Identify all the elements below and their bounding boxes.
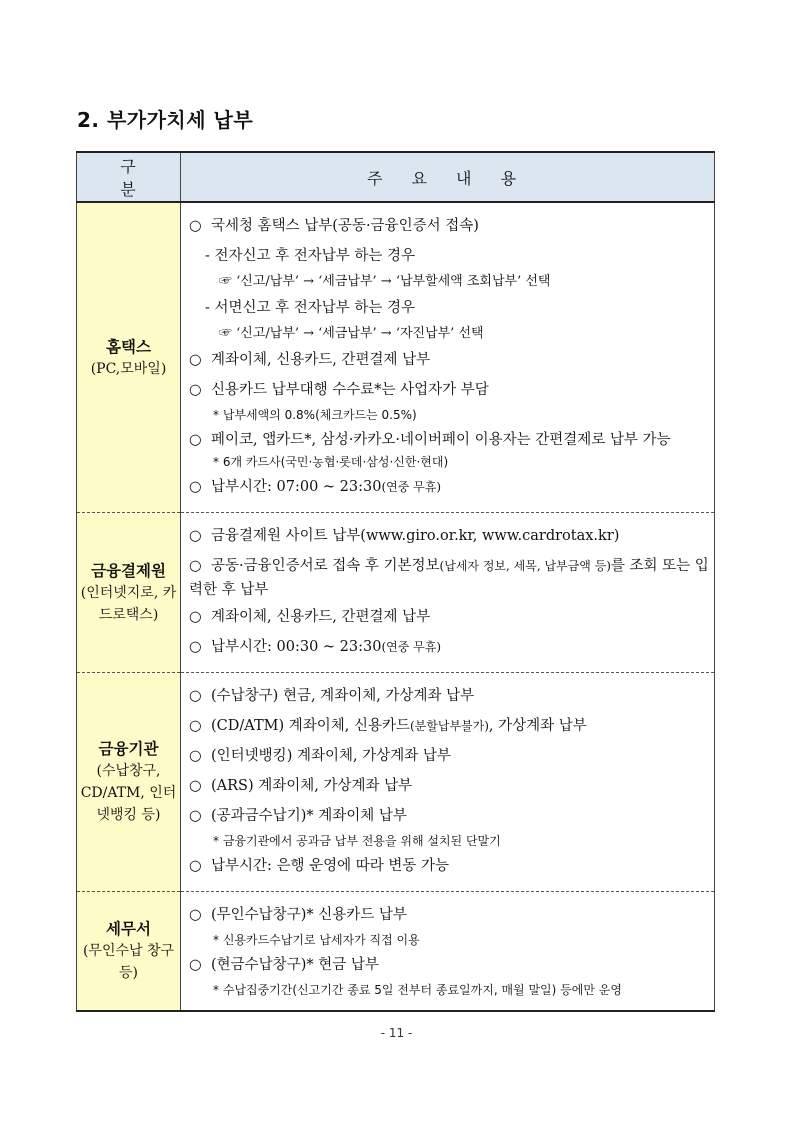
note-text: * 금융기관에서 공과금 납부 전용을 위해 설치된 단말기 bbox=[213, 834, 501, 848]
item-text: 신용카드 납부대행 수수료*는 사업자가 부담 bbox=[211, 382, 489, 398]
bullet-item bbox=[189, 851, 710, 881]
item-text-continued: , 가상계좌 납부 bbox=[488, 718, 587, 734]
bullet-item bbox=[189, 472, 710, 502]
table-row bbox=[77, 202, 715, 513]
circle-bullet-icon: ○ bbox=[189, 907, 202, 923]
table-row bbox=[77, 513, 715, 673]
page-number: - 11 - bbox=[380, 1026, 413, 1040]
item-text: (현금수납창구)* 현금 납부 bbox=[211, 957, 379, 973]
circle-bullet-icon: ○ bbox=[189, 688, 202, 704]
item-text: (공과금수납기)* 계좌이체 납부 bbox=[211, 808, 407, 824]
category-subtitle: (수납창구, CD/ATM, 인터넷뱅킹 등) bbox=[80, 763, 177, 823]
pointer-item bbox=[189, 323, 710, 345]
circle-bullet-icon: ○ bbox=[189, 748, 202, 764]
dash-item bbox=[189, 293, 710, 323]
footnote bbox=[189, 980, 710, 1000]
category-name: 세무서 bbox=[106, 920, 151, 938]
note-text: * 납부세액의 0.8%(체크카드는 0.5%) bbox=[213, 408, 417, 422]
section-title: 2. 부가가치세 납부 bbox=[77, 108, 254, 132]
circle-bullet-icon: ○ bbox=[189, 432, 202, 448]
bullet-item bbox=[189, 602, 710, 632]
bullet-item bbox=[189, 632, 710, 662]
circle-bullet-icon: ○ bbox=[189, 609, 202, 625]
item-small-text: (연중 무휴) bbox=[381, 480, 442, 494]
category-cell bbox=[77, 892, 181, 1012]
category-name: 금융결제원 bbox=[91, 561, 166, 580]
item-text: (무인수납창구)* 신용카드 납부 bbox=[211, 907, 407, 923]
content-cell bbox=[181, 513, 715, 673]
item-text-continued: 를 조회 또는 입력한 후 납부 bbox=[189, 558, 709, 598]
footnote bbox=[189, 405, 710, 425]
bullet-item bbox=[189, 345, 710, 375]
item-text: 납부시간: 07:00 ~ 23:30 bbox=[211, 479, 382, 495]
content-cell bbox=[181, 673, 715, 892]
item-text: 페이코, 앱카드*, 삼성·카카오·네이버페이 이용자는 간편결제로 납부 가능 bbox=[211, 432, 671, 448]
bullet-item bbox=[189, 950, 710, 980]
circle-bullet-icon: ○ bbox=[189, 639, 202, 655]
category-subtitle: (PC,모바일) bbox=[90, 360, 167, 377]
item-text: - 서면신고 후 전자납부 하는 경우 bbox=[205, 300, 416, 316]
category-cell bbox=[77, 513, 181, 673]
bullet-item bbox=[189, 551, 710, 602]
circle-bullet-icon: ○ bbox=[189, 808, 202, 824]
item-text: (ARS) 계좌이체, 가상계좌 납부 bbox=[211, 778, 413, 794]
note-text: * 신용카드수납기로 납세자가 직접 이용 bbox=[213, 933, 420, 947]
dash-item bbox=[189, 241, 710, 271]
bullet-item bbox=[189, 741, 710, 771]
footnote bbox=[189, 930, 710, 950]
pointer-item bbox=[189, 271, 710, 293]
bullet-item bbox=[189, 801, 710, 831]
circle-bullet-icon: ○ bbox=[189, 479, 202, 495]
header-content: 주 요 내 용 bbox=[181, 152, 715, 202]
header-category: 구 분 bbox=[77, 152, 181, 202]
item-text: 납부시간: 00:30 ~ 23:30 bbox=[211, 639, 382, 655]
note-text: * 수납집중기간(신고기간 종료 5일 전부터 종료일까지, 매월 말일) 등에만 운영 bbox=[213, 983, 622, 997]
bullet-item bbox=[189, 711, 710, 741]
note-text: * 6개 카드사(국민·농협·롯데·삼성·신한·현대) bbox=[213, 455, 449, 469]
category-name: 홈택스 bbox=[106, 337, 151, 356]
bullet-item bbox=[189, 681, 710, 711]
bullet-item bbox=[189, 211, 710, 241]
item-text: ☞ ‘신고/납부’ → ‘세금납부’ → ‘자진납부’ 선택 bbox=[219, 326, 484, 341]
item-small-text: (납세자 정보, 세목, 납부금액 등) bbox=[439, 559, 611, 573]
circle-bullet-icon: ○ bbox=[189, 718, 202, 734]
item-text: ☞ ‘신고/납부’ → ‘세금납부’ → ‘납부할세액 조회납부’ 선택 bbox=[219, 274, 551, 289]
circle-bullet-icon: ○ bbox=[189, 352, 202, 368]
item-small-text: (연중 무휴) bbox=[381, 640, 442, 654]
circle-bullet-icon: ○ bbox=[189, 778, 202, 794]
item-text: 납부시간: 은행 운영에 따라 변동 가능 bbox=[211, 858, 450, 874]
item-text: 계좌이체, 신용카드, 간편결제 납부 bbox=[211, 609, 431, 625]
content-cell bbox=[181, 202, 715, 513]
category-subtitle: (무인수납 창구 등) bbox=[82, 943, 175, 981]
footnote bbox=[189, 831, 710, 851]
item-text: 계좌이체, 신용카드, 간편결제 납부 bbox=[211, 352, 431, 368]
item-text: 금융결제원 사이트 납부(www.giro.or.kr, www.cardrotax.kr) bbox=[211, 528, 620, 544]
content-cell bbox=[181, 892, 715, 1012]
item-text: 국세청 홈택스 납부(공동·금융인증서 접속) bbox=[211, 218, 479, 234]
item-small-text: (분할납부불가) bbox=[410, 719, 489, 733]
footnote bbox=[189, 452, 710, 472]
category-cell bbox=[77, 202, 181, 513]
item-text: (인터넷뱅킹) 계좌이체, 가상계좌 납부 bbox=[211, 748, 451, 764]
table-row bbox=[77, 892, 715, 1012]
payment-methods-table bbox=[76, 151, 715, 1012]
table-row bbox=[77, 673, 715, 892]
item-text: 공동·금융인증서로 접속 후 기본정보 bbox=[211, 558, 440, 574]
circle-bullet-icon: ○ bbox=[189, 528, 202, 544]
item-text: (수납창구) 현금, 계좌이체, 가상계좌 납부 bbox=[211, 688, 475, 704]
category-cell bbox=[77, 673, 181, 892]
item-text: (CD/ATM) 계좌이체, 신용카드 bbox=[211, 718, 410, 734]
bullet-item bbox=[189, 900, 710, 930]
circle-bullet-icon: ○ bbox=[189, 858, 202, 874]
circle-bullet-icon: ○ bbox=[189, 218, 202, 234]
category-subtitle: (인터넷지로, 카드로택스) bbox=[80, 584, 177, 623]
category-name: 금융기관 bbox=[98, 740, 159, 758]
bullet-item bbox=[189, 425, 710, 452]
circle-bullet-icon: ○ bbox=[189, 382, 202, 398]
bullet-item bbox=[189, 375, 710, 405]
item-text: - 전자신고 후 전자납부 하는 경우 bbox=[205, 248, 416, 264]
circle-bullet-icon: ○ bbox=[189, 558, 202, 574]
bullet-item bbox=[189, 771, 710, 801]
circle-bullet-icon: ○ bbox=[189, 957, 202, 973]
bullet-item bbox=[189, 521, 710, 551]
